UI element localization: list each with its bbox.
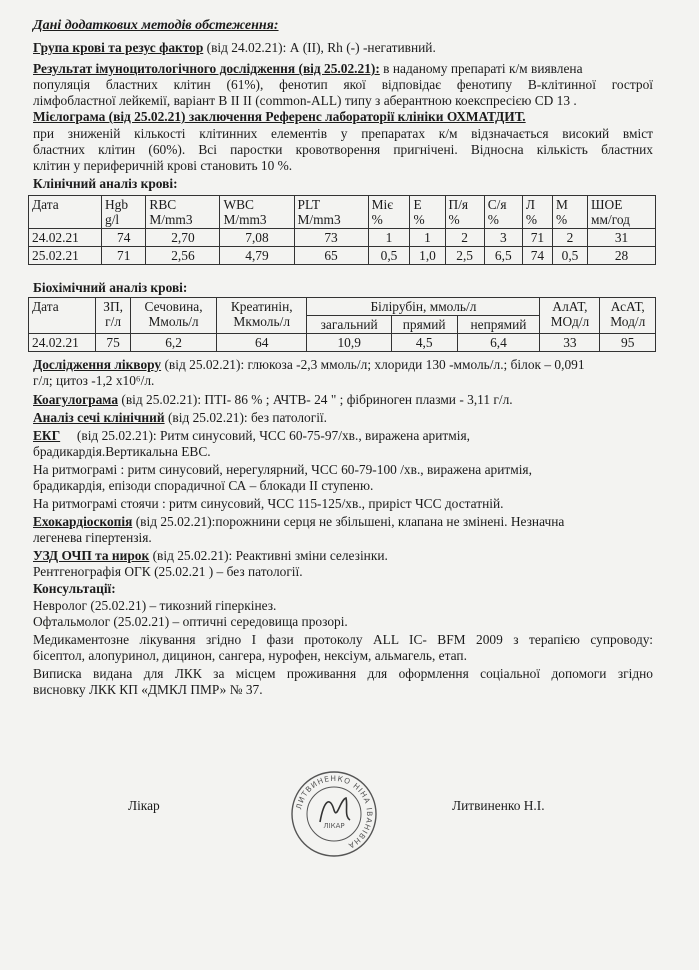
biochem-header-unit: Мкмоль/л xyxy=(233,314,291,329)
biochem-header-unit: МОд/л xyxy=(550,314,590,329)
biochem-header-text: ЗП, xyxy=(103,299,123,314)
treatment-line-2: бісептол, алопуринол, дицинон, сангера, нурофен, нексіум, альмагель, етап. xyxy=(33,648,467,663)
cbc-cell: 1 xyxy=(368,229,410,247)
cbc-cell: 71 xyxy=(102,247,146,265)
urine-text: (від 25.02.21): без патології. xyxy=(164,410,327,425)
biochem-cell: 33 xyxy=(540,334,600,352)
biochem-header-date: Дата xyxy=(29,298,96,334)
cbc-cell: 74 xyxy=(102,229,146,247)
immuno-text-1: в наданому препараті к/м виявлена xyxy=(379,61,583,76)
blood-group-label: Група крові та резус фактор xyxy=(33,40,204,55)
cbc-header-text: М xyxy=(555,197,568,212)
cbc-header-text: WBC xyxy=(223,197,254,212)
section-title: Дані додаткових методів обстеження: xyxy=(33,18,279,33)
cbc-cell: 0,5 xyxy=(552,247,587,265)
xray-line: Рентгенографія ОГК (25.02.21 ) – без патології. xyxy=(33,564,303,579)
cbc-cell: 1,0 xyxy=(410,247,445,265)
ultrasound-line xyxy=(33,548,653,564)
cbc-cell: 1 xyxy=(410,229,445,247)
biochem-header-unit: Ммоль/л xyxy=(148,314,199,329)
stamp-ring-text: ЛИТВИНЕНКО НІНА ІВАНІВНА xyxy=(294,773,375,851)
myelogram-line-2: бластних клітин (60%). Всі паростки кровотворення пригнічені. Відносна кількість бластних xyxy=(33,142,653,157)
echo-line-1 xyxy=(33,514,653,530)
biochem-header-bilirubin: Білірубін, ммоль/л xyxy=(307,298,540,316)
echo-text-1: (від 25.02.21):порожнини серця не збільшені, клапана не змінені. Незначна xyxy=(132,514,565,529)
cbc-header-unit: M/mm3 xyxy=(223,212,267,227)
blood-group-text: (від 24.02.21): А (ІІ), Rh (-) -негативний. xyxy=(203,40,436,55)
biochem-header-unit: Мод/л xyxy=(610,314,646,329)
biochem-subheader-cell: непрямий xyxy=(457,316,540,334)
cbc-cell: 2,5 xyxy=(445,247,484,265)
cbc-cell: 4,79 xyxy=(220,247,294,265)
ecg-line-4: брадикардія, епізоди спорадичної СА – блокади ІІ ступеню. xyxy=(33,478,374,493)
biochem-cell: 75 xyxy=(96,334,131,352)
ultrasound-label: УЗД ОЧП та нирок xyxy=(33,548,150,563)
cbc-header-cell xyxy=(368,196,410,229)
biochem-subheader-cell: загальний xyxy=(307,316,391,334)
ultrasound-text: (від 25.02.21): Реактивні зміни селезінки. xyxy=(149,548,388,563)
csf-label: Дослідження ліквору xyxy=(33,357,162,372)
cbc-header-text: RBC xyxy=(149,197,177,212)
biochem-header-cell xyxy=(96,298,131,334)
biochem-cell: 4,5 xyxy=(391,334,457,352)
stamp-center-text: ЛІКАР xyxy=(323,822,345,830)
csf-text-1: (від 25.02.21): глюкоза -2,3 ммоль/л; хлориди 130 -ммоль/л.; білок – 0,091 xyxy=(161,357,585,372)
cbc-cell: 2,56 xyxy=(146,247,220,265)
urine-label: Аналіз сечі клінічний xyxy=(33,410,165,425)
cbc-header-text: Е xyxy=(413,197,422,212)
cbc-cell: 25.02.21 xyxy=(29,247,102,265)
csf-line-1 xyxy=(33,357,653,373)
cbc-table xyxy=(28,195,656,265)
cbc-header-unit: M/mm3 xyxy=(149,212,193,227)
myelogram-label: Мієлограма (від 25.02.21) заключення Референс лабораторії клініки ОХМАТДИТ. xyxy=(33,109,526,124)
coag-label: Коагулограма xyxy=(33,392,119,407)
cbc-header-text: PLT xyxy=(297,197,321,212)
myelogram-line-3: клітин у периферичній крові становить 10 %. xyxy=(33,158,293,173)
cbc-header-unit: % xyxy=(371,212,383,227)
cbc-cell: 7,08 xyxy=(220,229,294,247)
cbc-cell: 2 xyxy=(445,229,484,247)
cbc-header-cell xyxy=(146,196,220,229)
cbc-header-row xyxy=(29,196,656,229)
cbc-header-unit: % xyxy=(555,212,568,227)
biochem-cell: 24.02.21 xyxy=(29,334,96,352)
cbc-header-text: ШОЕ xyxy=(591,197,623,212)
ecg-line-3: На ритмограмі : ритм синусовий, нерегулярний, ЧСС 60-79-100 /хв., виражена аритмія, xyxy=(33,462,532,477)
cbc-cell: 65 xyxy=(294,247,368,265)
ecg-text-1: (від 25.02.21): Ритм синусовий, ЧСС 60-75-97/хв., виражена аритмія, xyxy=(76,428,470,443)
myelogram-title xyxy=(33,109,653,125)
ecg-line-5: На ритмограмі стоячи : ритм синусовий, ЧСС 115-125/хв., приріст ЧСС достатній. xyxy=(33,496,504,511)
cbc-header-text: Міє xyxy=(371,197,393,212)
csf-line-2: г/л; цитоз -1,2 х10⁶/л. xyxy=(33,373,155,388)
biochem-table xyxy=(28,297,656,352)
biochem-header-text: Сечовина, xyxy=(144,299,203,314)
ecg-line-1 xyxy=(33,428,653,444)
cbc-header-unit: % xyxy=(525,212,538,227)
biochem-header-cell xyxy=(540,298,600,334)
cbc-header-cell xyxy=(102,196,146,229)
myelogram-line-1: при зниженій кількості клітинних елементів у препаратах к/м відзначається високий вміст xyxy=(33,126,653,141)
cbc-header-text: Дата xyxy=(32,197,59,212)
cbc-cell: 31 xyxy=(588,229,656,247)
biochem-header-cell xyxy=(131,298,217,334)
cbc-header-cell xyxy=(484,196,522,229)
cbc-cell: 71 xyxy=(522,229,552,247)
cbc-header-cell xyxy=(220,196,294,229)
cbc-cell: 3 xyxy=(484,229,522,247)
cbc-header-unit: g/l xyxy=(105,212,120,227)
biochem-cell: 6,2 xyxy=(131,334,217,352)
signature-role: Лікар xyxy=(128,798,160,813)
immuno-line-3: лімфобластної лейкемії, варіант В II II (common-ALL) типу з аберантною коекспресією CD 13 . xyxy=(33,93,577,108)
treatment-line-1: Медикаментозне лікування згідно І фази протоколу ALL IC- BFM 2009 з терапією супроводу: xyxy=(33,632,653,647)
signature-name: Литвиненко Н.І. xyxy=(452,798,545,813)
cbc-header-text: Hgb xyxy=(105,197,129,212)
cbc-cell: 24.02.21 xyxy=(29,229,102,247)
urine-line xyxy=(33,410,653,426)
biochem-cell: 64 xyxy=(216,334,307,352)
discharge-line-2: висновку ЛКК КП «ДМКЛ ПМР» № 37. xyxy=(33,682,263,697)
biochem-header-text: АсАТ, xyxy=(610,299,645,314)
cbc-header-cell xyxy=(410,196,445,229)
consult-ophth: Офтальмолог (25.02.21) – оптичні середовища прозорі. xyxy=(33,614,348,629)
biochem-header-text: АлАТ, xyxy=(552,299,588,314)
biochem-header-unit: г/л xyxy=(105,314,122,329)
cbc-cell: 74 xyxy=(522,247,552,265)
echo-line-2: легенева гіпертензія. xyxy=(33,530,152,545)
biochem-header-text: Креатинін, xyxy=(230,299,293,314)
biochem-subheader-cell: прямий xyxy=(391,316,457,334)
cbc-cell: 28 xyxy=(588,247,656,265)
echo-label: Ехокардіоскопія xyxy=(33,514,133,529)
cbc-header-unit: % xyxy=(487,212,499,227)
immuno-line-1 xyxy=(33,61,653,77)
ecg-line-2: брадикардія.Вертикальна ЕВС. xyxy=(33,444,211,459)
cbc-header-cell xyxy=(522,196,552,229)
immuno-label: Результат імуноцитологічного дослідження (від 25.02.21): xyxy=(33,61,380,76)
cbc-header-text: П/я xyxy=(448,197,469,212)
cbc-header-cell xyxy=(588,196,656,229)
cbc-cell: 2,70 xyxy=(146,229,220,247)
cbc-header-unit: мм/год xyxy=(591,212,630,227)
signature-scribble xyxy=(320,798,350,822)
biochem-cell: 6,4 xyxy=(457,334,540,352)
discharge-line-1: Виписка видана для ЛКК за місцем проживання для оформлення соціальної допомоги згідно xyxy=(33,666,653,681)
biochem-header-row xyxy=(29,298,656,316)
ecg-label: ЕКГ xyxy=(33,428,61,443)
doctor-stamp xyxy=(290,770,378,858)
cbc-header-cell xyxy=(294,196,368,229)
biochem-header-cell xyxy=(600,298,656,334)
cbc-row xyxy=(29,247,656,265)
consult-label: Консультації: xyxy=(33,581,116,596)
cbc-cell: 0,5 xyxy=(368,247,410,265)
consult-neuro: Невролог (25.02.21) – тикозний гіперкінез. xyxy=(33,598,277,613)
biochem-cell: 95 xyxy=(600,334,656,352)
cbc-header-text: Л xyxy=(525,197,535,212)
cbc-header-text: С/я xyxy=(487,197,507,212)
cbc-header-unit: M/mm3 xyxy=(297,212,341,227)
biochem-title: Біохімічний аналіз крові: xyxy=(33,280,188,295)
cbc-header-unit: % xyxy=(413,212,425,227)
biochem-cell: 10,9 xyxy=(307,334,391,352)
cbc-title: Клінічний аналіз крові: xyxy=(33,176,178,191)
cbc-header-cell xyxy=(445,196,484,229)
blood-group-line xyxy=(33,40,653,56)
cbc-cell: 73 xyxy=(294,229,368,247)
coag-text: (від 25.02.21): ПТІ- 86 % ; АЧТВ- 24 " ; фібриноген плазми - 3,11 г/л. xyxy=(118,392,513,407)
cbc-row xyxy=(29,229,656,247)
cbc-header-unit: % xyxy=(448,212,460,227)
cbc-cell: 6,5 xyxy=(484,247,522,265)
cbc-header-cell xyxy=(552,196,587,229)
biochem-header-cell xyxy=(216,298,307,334)
immuno-line-2: популяція бластних клітин (61%), фенотип якої відповідає фенотипу В-клітинної гострої xyxy=(33,77,653,92)
biochem-row xyxy=(29,334,656,352)
cbc-header-cell xyxy=(29,196,102,229)
coag-line xyxy=(33,392,653,408)
cbc-cell: 2 xyxy=(552,229,587,247)
